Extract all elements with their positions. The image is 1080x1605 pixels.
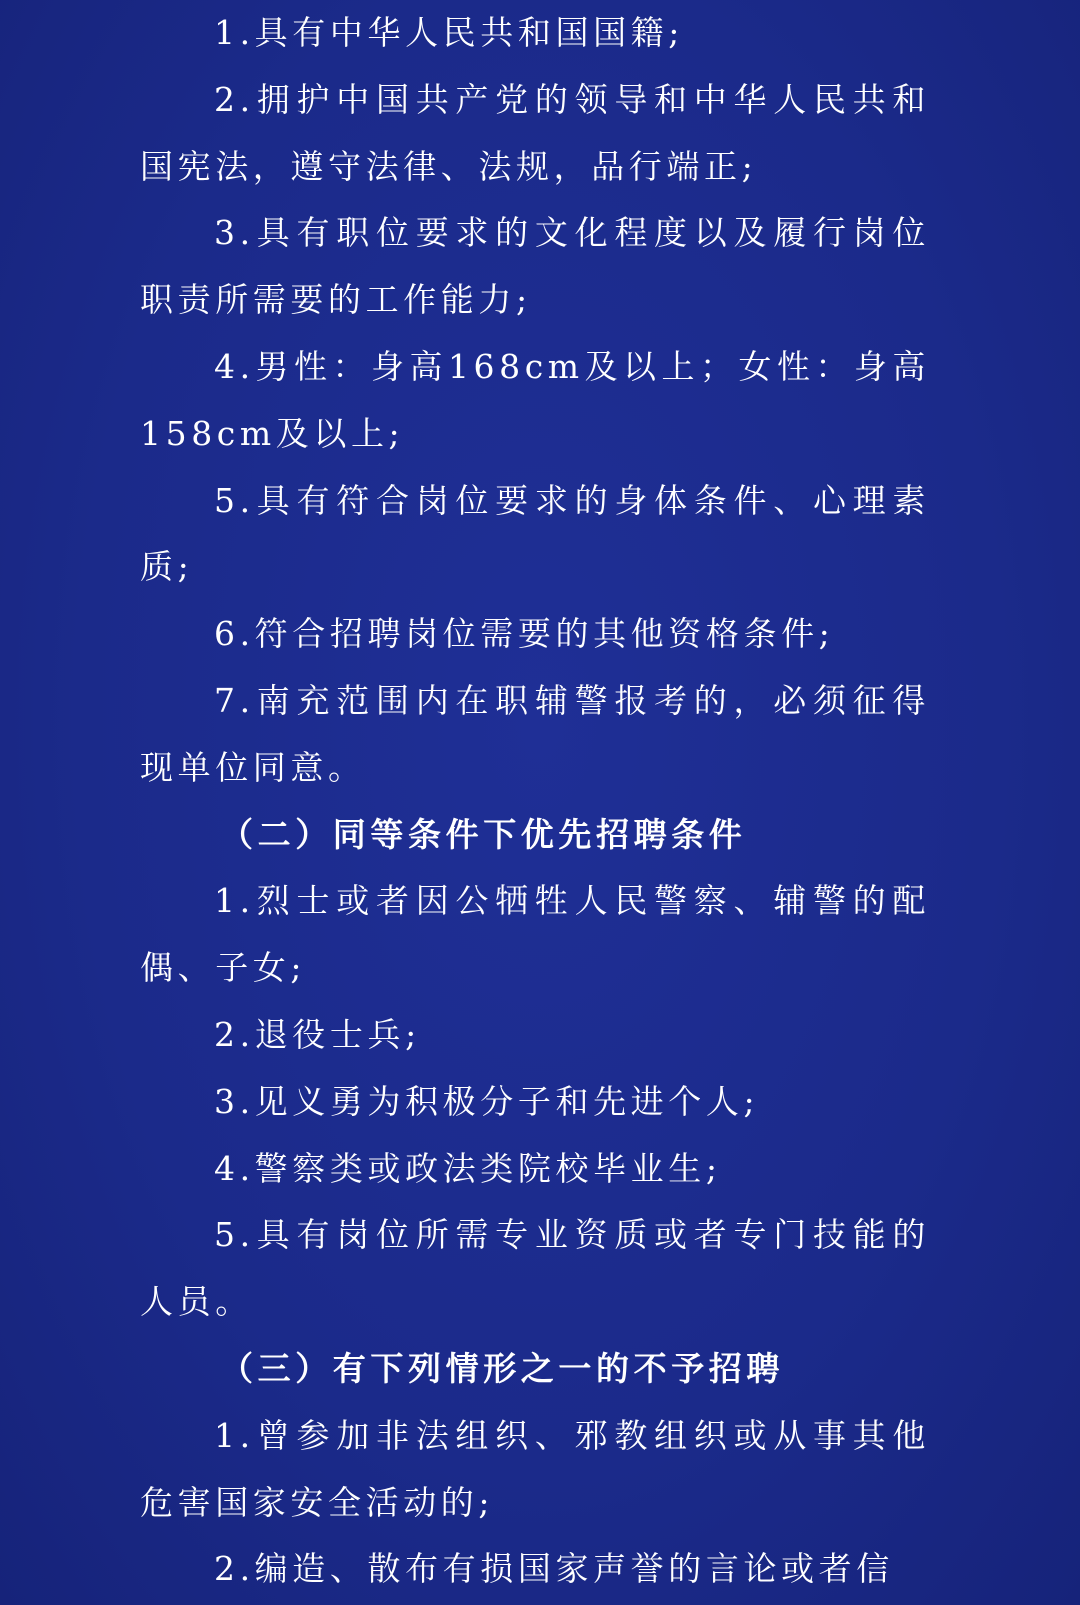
requirement-item-3: 3.具有职位要求的文化程度以及履行岗位职责所需要的工作能力; [140, 213, 930, 320]
priority-item-5: 5.具有岗位所需专业资质或者专门技能的人员。 [140, 1215, 930, 1322]
requirement-item-6: 6.符合招聘岗位需要的其他资格条件; [214, 614, 835, 654]
section-heading-priority: （二）同等条件下优先招聘条件 [220, 814, 747, 854]
document-body [140, 0, 930, 1603]
requirement-item-7: 7.南充范围内在职辅警报考的，必须征得现单位同意。 [140, 680, 930, 787]
requirement-item-5: 5.具有符合岗位要求的身体条件、心理素质; [140, 480, 930, 587]
requirement-item-4: 4.男性：身高168cm及以上；女性：身高158cm及以上; [140, 346, 930, 453]
exclusion-item-2: 2.编造、散布有损国家声誉的言论或者信 [214, 1549, 894, 1589]
exclusion-item-1: 1.曾参加非法组织、邪教组织或从事其他危害国家安全活动的; [140, 1415, 930, 1522]
priority-item-3: 3.见义勇为积极分子和先进个人; [214, 1081, 760, 1121]
requirement-item-2: 2.拥护中国共产党的领导和中华人民共和国宪法，遵守法律、法规，品行端正; [140, 79, 930, 186]
requirement-item-1: 1.具有中华人民共和国国籍; [214, 13, 685, 52]
priority-item-4: 4.警察类或政法类院校毕业生; [214, 1148, 722, 1188]
priority-item-2: 2.退役士兵; [214, 1014, 421, 1054]
priority-item-1: 1.烈士或者因公牺牲人民警察、辅警的配偶、子女; [140, 881, 930, 988]
section-heading-exclusion: （三）有下列情形之一的不予招聘 [220, 1348, 784, 1388]
